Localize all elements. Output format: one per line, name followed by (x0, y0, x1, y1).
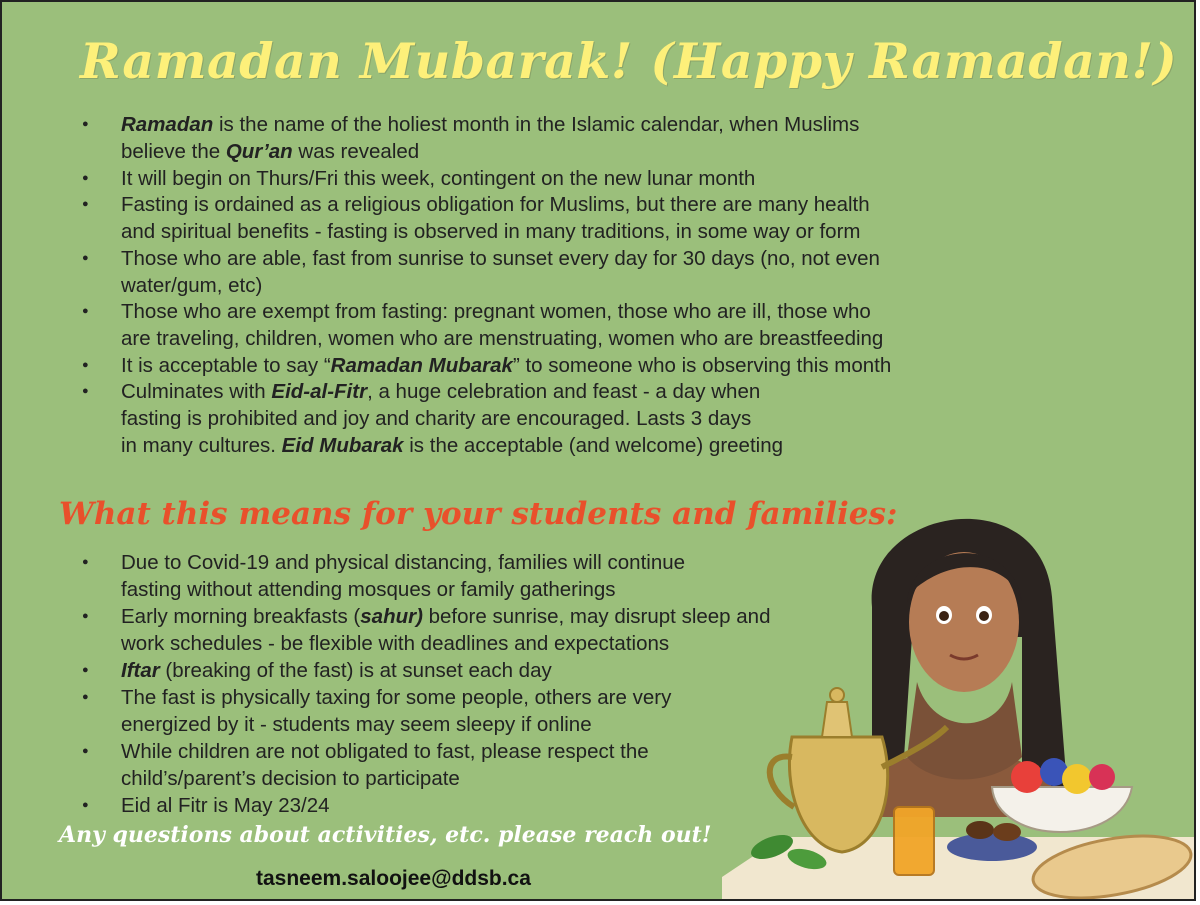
section-heading: What this means for your students and families: (59, 496, 898, 532)
list-item: ● Iftar (breaking of the fast) is at sunset each day (2, 657, 902, 684)
list-item: ● It will begin on Thurs/Fri this week, contingent on the new lunar month (2, 165, 1002, 192)
page-title: Ramadan Mubarak! (Happy Ramadan!) (80, 32, 1178, 90)
list-item: ● Fasting is ordained as a religious obligation for Muslims, but there are many health and spiritual benefits - fasting is observed in many traditions, in some way or form (2, 191, 1002, 245)
list-item: ● The fast is physically taxing for some people, others are very energized by it - students may seem sleepy if online (2, 684, 902, 738)
avatar-illustration (722, 487, 1196, 901)
list-item: ● Eid al Fitr is May 23/24 (2, 792, 902, 819)
contact-email: tasneem.saloojee@ddsb.ca (256, 867, 531, 890)
list-item: ● Early morning breakfasts (sahur) before sunrise, may disrupt sleep and work schedules - be flexible with deadlines and expectations (2, 603, 902, 657)
closing-message: Any questions about activities, etc. please reach out! (59, 822, 712, 848)
list-item: ● Those who are exempt from fasting: pregnant women, those who are ill, those who are traveling, children, women who are menstruating, women who are breastfeeding (2, 298, 1002, 352)
list-item: ● While children are not obligated to fast, please respect the child’s/parent’s decision to participate (2, 738, 902, 792)
list-item: ● Ramadan is the name of the holiest month in the Islamic calendar, when Muslims believe the Qur’an was revealed (2, 111, 1002, 165)
list-item: ● It is acceptable to say “Ramadan Mubarak” to someone who is observing this month (2, 352, 1002, 379)
list-item: ● Those who are able, fast from sunrise to sunset every day for 30 days (no, not even water/gum, etc) (2, 245, 1002, 299)
ramadan-facts-list (2, 111, 1002, 459)
list-item: ● Culminates with Eid-al-Fitr, a huge celebration and feast - a day when fasting is prohibited and joy and charity are encouraged. Lasts 3 days in many cultures. Eid Mubarak is the acceptable (and welcome) greeting (2, 378, 1002, 459)
list-item: ● Due to Covid-19 and physical distancing, families will continue fasting without attending mosques or family gatherings (2, 549, 902, 603)
